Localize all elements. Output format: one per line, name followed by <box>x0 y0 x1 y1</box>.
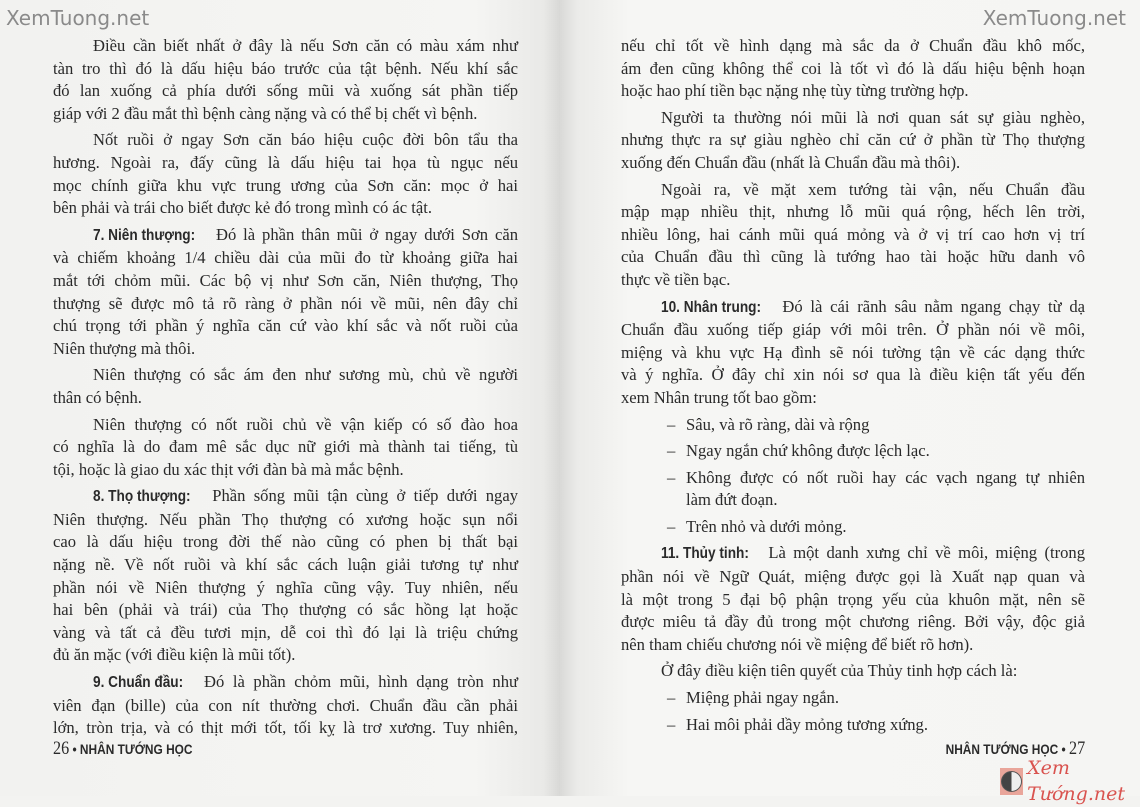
line-text: đủ ăn mặc (với điều kiện là mũi tốt). <box>53 645 296 665</box>
line-text: của Chuẩn đầu thì cũng là tướng hao tài hoặc hữu danh vô <box>621 247 1085 267</box>
line-text: Trên nhỏ và dưới mỏng. <box>686 516 847 536</box>
line-text: lớn, tròn trịa, và có thịt mới tốt, tối kỵ là trơ xương. Tuy nhiên, <box>53 718 518 738</box>
paragraph <box>53 485 518 667</box>
line-text: Ngay ngắn chứ không được lệch lạc. <box>686 441 930 461</box>
bullet-dash: – <box>667 441 676 461</box>
bullet-item <box>621 440 1085 463</box>
logo-badge <box>1000 768 1023 795</box>
bullet-dash: – <box>667 414 676 434</box>
line-text: thân có bệnh. <box>53 387 142 407</box>
watermark: XemTuong.net <box>6 6 150 30</box>
section-heading: 7. Niên thượng: <box>93 226 196 244</box>
text-line <box>621 35 1085 58</box>
text-line <box>621 440 1085 463</box>
text-line <box>53 531 518 554</box>
text-line <box>53 599 518 622</box>
line-text: Không được có nốt ruồi hay các vạch ngang tự nhiên <box>686 467 1085 487</box>
line-text: viên đạn (bille) của con nít thường chơi. Chuẩn đầu cần phải <box>53 695 518 715</box>
text-line <box>53 103 518 126</box>
text-line <box>621 80 1085 103</box>
text-line <box>53 577 518 600</box>
line-text: mắt tới chỏm mũi. Các bộ vị như Sơn căn, Niên thượng, Thọ <box>53 270 518 290</box>
yin-yang-icon <box>1001 771 1022 792</box>
line-text: nhiều lông, hai cánh mũi quá mỏng và ở vị trí cao hơn vị trí <box>621 224 1085 244</box>
line-text: chú trọng tới phần ý nghĩa căn cứ vào khí sắc và nốt ruồi của <box>53 316 518 336</box>
line-text: Niên thượng có nốt ruồi chủ về vận kiếp có số đào hoa <box>93 414 518 434</box>
text-line <box>53 509 518 532</box>
line-text: xem Nhân trung tốt bao gồm: <box>621 387 817 407</box>
right-text-column <box>621 35 1085 740</box>
line-text: và chiếm khoảng 1/4 chiều dài của mũi đo từ khoảng giữa hai <box>53 248 518 268</box>
paragraph <box>53 35 518 125</box>
line-text: đó lan xuống cả phía dưới sống mũi và xuống sát phần tiếp <box>53 81 518 101</box>
line-text: Nốt ruồi ở ngay Sơn căn báo hiệu cuộc đời bôn tẩu tha <box>93 130 518 150</box>
line-text: được miêu tả đầy đủ trong một chương riêng. Bởi vậy, độc giả <box>621 612 1085 632</box>
line-text: thực về tiền bạc. <box>621 269 731 289</box>
section-heading: 9. Chuẩn đầu: <box>93 674 184 692</box>
text-line <box>621 201 1085 224</box>
line-text: mập mạp nhiều thịt, nhưng lỗ mũi quá rộng, hếch lên trời, <box>621 202 1085 222</box>
line-text: Phần sống mũi tận cùng ở tiếp dưới ngay <box>203 486 518 506</box>
text-line <box>621 152 1085 175</box>
text-line <box>53 436 518 459</box>
bullet-dash: – <box>667 688 676 708</box>
line-text: giáp với 2 đầu mắt thì bệnh càng nặng và có thể bị chết vì bệnh. <box>53 103 478 123</box>
paragraph <box>53 414 518 482</box>
text-line <box>53 387 518 410</box>
text-line <box>53 80 518 103</box>
paragraph <box>53 129 518 219</box>
line-text: Đó là phần chỏm mũi, hình dạng tròn như <box>195 672 518 692</box>
paragraph <box>621 296 1085 410</box>
bullet-item <box>621 467 1085 512</box>
line-text: Ngoài ra, về mặt xem tướng tài vận, nếu Chuẩn đầu <box>661 179 1085 199</box>
text-line <box>621 107 1085 130</box>
paragraph <box>53 364 518 409</box>
footer-separator: • <box>1061 741 1066 757</box>
text-line <box>53 152 518 175</box>
text-line <box>621 224 1085 247</box>
page-number: 26 <box>53 738 70 759</box>
bullet-dash: – <box>667 516 676 536</box>
text-line <box>53 644 518 667</box>
text-line <box>621 269 1085 292</box>
text-line <box>621 467 1085 490</box>
text-line <box>53 175 518 198</box>
text-line <box>53 58 518 81</box>
line-text: Người ta thường nói mũi là nơi quan sát sự giàu nghèo, <box>661 107 1085 127</box>
text-line <box>621 58 1085 81</box>
text-line <box>53 671 518 695</box>
paragraph <box>621 179 1085 292</box>
line-text: Hai môi phải dầy mỏng tương xứng. <box>686 714 928 734</box>
line-text: Sâu, và rõ ràng, dài và rộng <box>686 414 870 434</box>
text-line <box>53 414 518 437</box>
bullet-item <box>621 687 1085 710</box>
paragraph <box>53 224 518 361</box>
line-text: Đó là phần thân mũi ở ngay dưới Sơn căn <box>209 224 518 244</box>
logo-text: Xem Tướng.net <box>1027 757 1125 805</box>
text-line <box>621 687 1085 710</box>
text-line <box>53 270 518 293</box>
text-line <box>621 489 1085 512</box>
text-line <box>53 459 518 482</box>
line-text: hoặc hao phí tiền bạc nặng nhẹ tùy từng trường hợp. <box>621 81 969 101</box>
line-text: có nghĩa là do đam mê sắc dục nữ giới mà thành tai tiếng, tù <box>53 437 518 457</box>
text-line <box>621 714 1085 737</box>
line-text: nếu chỉ tốt về hình dạng mà sắc da ở Chuẩn đầu khô mốc, <box>621 36 1085 55</box>
text-line <box>621 660 1085 683</box>
text-line <box>621 611 1085 634</box>
paragraph <box>53 671 518 740</box>
paragraph <box>621 35 1085 103</box>
line-text: Đó là cái rãnh sâu nằm ngang chạy từ dạ <box>774 296 1085 316</box>
text-line <box>53 622 518 645</box>
line-text: mọc chính giữa khu vực trung ương của Sơn căn: mọc ở hai <box>53 175 518 195</box>
section-heading: 10. Nhân trung: <box>661 298 762 316</box>
line-text: hương. Ngoài ra, đấy cũng là dấu hiệu tai họa tù ngục nếu <box>53 152 518 172</box>
watermark: XemTuong.net <box>982 6 1126 30</box>
bullet-item <box>621 516 1085 539</box>
text-line <box>621 364 1085 387</box>
line-text: nhưng thực ra sự giàu nghèo chỉ căn cứ ở phần từ Thọ thượng <box>621 130 1085 150</box>
text-line <box>53 197 518 220</box>
line-text: tội, hoặc là giao du xác thịt với đàn bà mà mắc bệnh. <box>53 459 404 479</box>
text-line <box>53 554 518 577</box>
text-line <box>53 338 518 361</box>
text-line <box>53 364 518 387</box>
line-text: phần nói về Ngữ Quát, miệng được gọi là Xuất nạp quan và <box>621 567 1085 587</box>
line-text: nặng nề. Về nốt ruồi và khí sắc cách luận giải tương tự như <box>53 555 518 575</box>
text-line <box>621 634 1085 657</box>
line-text: Ở đây điều kiện tiên quyết của Thủy tinh hợp cách là: <box>661 661 1018 681</box>
line-text: Là một danh xưng chỉ về môi, miệng (trong <box>760 543 1085 563</box>
text-line <box>53 129 518 152</box>
line-text: phần nói về Niên thượng ý nghĩa cũng vậy. Tuy nhiên, nếu <box>53 577 518 597</box>
bullet-item <box>621 714 1085 737</box>
text-line <box>53 315 518 338</box>
left-page <box>0 0 560 796</box>
line-text: và ý nghĩa. Ở đây chỉ xin nói sơ qua là điều kiện tất yếu đến <box>621 365 1085 385</box>
text-line <box>53 695 518 718</box>
left-text-column <box>53 35 518 744</box>
line-text: bên phải và trái cho biết được kẻ đó trong mình có ác tật. <box>53 198 433 218</box>
text-line <box>53 717 518 740</box>
text-line <box>53 224 518 248</box>
line-text: tàn tro thì đó là dấu hiệu báo trước của tật bệnh. Nếu khí sắc <box>53 58 518 78</box>
book-title: NHÂN TƯỚNG HỌC <box>945 741 1059 757</box>
text-line <box>621 296 1085 320</box>
page-number: 27 <box>1068 738 1085 759</box>
text-line <box>621 342 1085 365</box>
section-heading: 8. Thọ thượng: <box>93 488 191 506</box>
line-text: là một trong 5 đại bộ phận trọng yếu của khuôn mặt, nên sẽ <box>621 589 1085 609</box>
bullet-item <box>621 414 1085 437</box>
bullet-dash: – <box>667 467 676 487</box>
paragraph <box>621 660 1085 683</box>
line-text: Niên thượng. Nếu phần Thọ thượng có xương hoặc sụn nổi <box>53 509 518 529</box>
line-text: hai bên (phải và trái) của Thọ thượng có sắc hồng lạt hoặc <box>53 600 518 620</box>
footer-separator: • <box>72 741 77 757</box>
line-text: làm đứt đoạn. <box>686 490 778 510</box>
paragraph <box>621 542 1085 656</box>
text-line <box>621 414 1085 437</box>
text-line <box>621 589 1085 612</box>
text-line <box>621 246 1085 269</box>
line-text: Niên thượng có sắc ám đen như sương mù, chủ về người <box>93 365 518 385</box>
text-line <box>53 247 518 270</box>
line-text: nên tham chiếu chương nói về miệng để biết rõ hơn). <box>621 634 974 654</box>
text-line <box>621 516 1085 539</box>
line-text: Niên thượng mà thôi. <box>53 338 196 358</box>
text-line <box>53 485 518 509</box>
line-text: cao là dấu hiệu trong đời thế nào cũng có phen bị thất bại <box>53 532 518 552</box>
line-text: Miệng phải ngay ngắn. <box>686 688 839 708</box>
bullet-dash: – <box>667 714 676 734</box>
line-text: xuống đến Chuẩn đầu (nhất là Chuẩn đầu mà thôi). <box>621 152 961 172</box>
line-text: miệng và khu vực Hạ đình sẽ nói tường tận về các dạng thức <box>621 342 1085 362</box>
site-logo <box>1000 757 1140 805</box>
text-line <box>621 319 1085 342</box>
line-text: vàng và tất cả đều tươi mịn, dễ coi thì đó lại là triệu chứng <box>53 622 518 642</box>
text-line <box>53 293 518 316</box>
book-title: NHÂN TƯỚNG HỌC <box>79 741 193 757</box>
paragraph <box>621 107 1085 175</box>
line-text: ám đen cũng không thể coi là tốt vì đó là dấu hiệu bệnh hoạn <box>621 58 1085 78</box>
line-text: Điều cần biết nhất ở đây là nếu Sơn căn có màu xám như <box>93 36 518 55</box>
text-line <box>621 179 1085 202</box>
page-footer <box>53 738 193 760</box>
line-text: thượng sẽ được mô tả rõ ràng ở phần nói về mũi, nên đây chỉ <box>53 293 518 313</box>
text-line <box>621 387 1085 410</box>
text-line <box>621 542 1085 566</box>
text-line <box>53 35 518 58</box>
section-heading: 11. Thủy tinh: <box>661 545 749 563</box>
text-line <box>621 129 1085 152</box>
text-line <box>621 566 1085 589</box>
line-text: Chuẩn đầu xuống tiếp giáp với môi trên. Ở phần nói về môi, <box>621 320 1085 340</box>
